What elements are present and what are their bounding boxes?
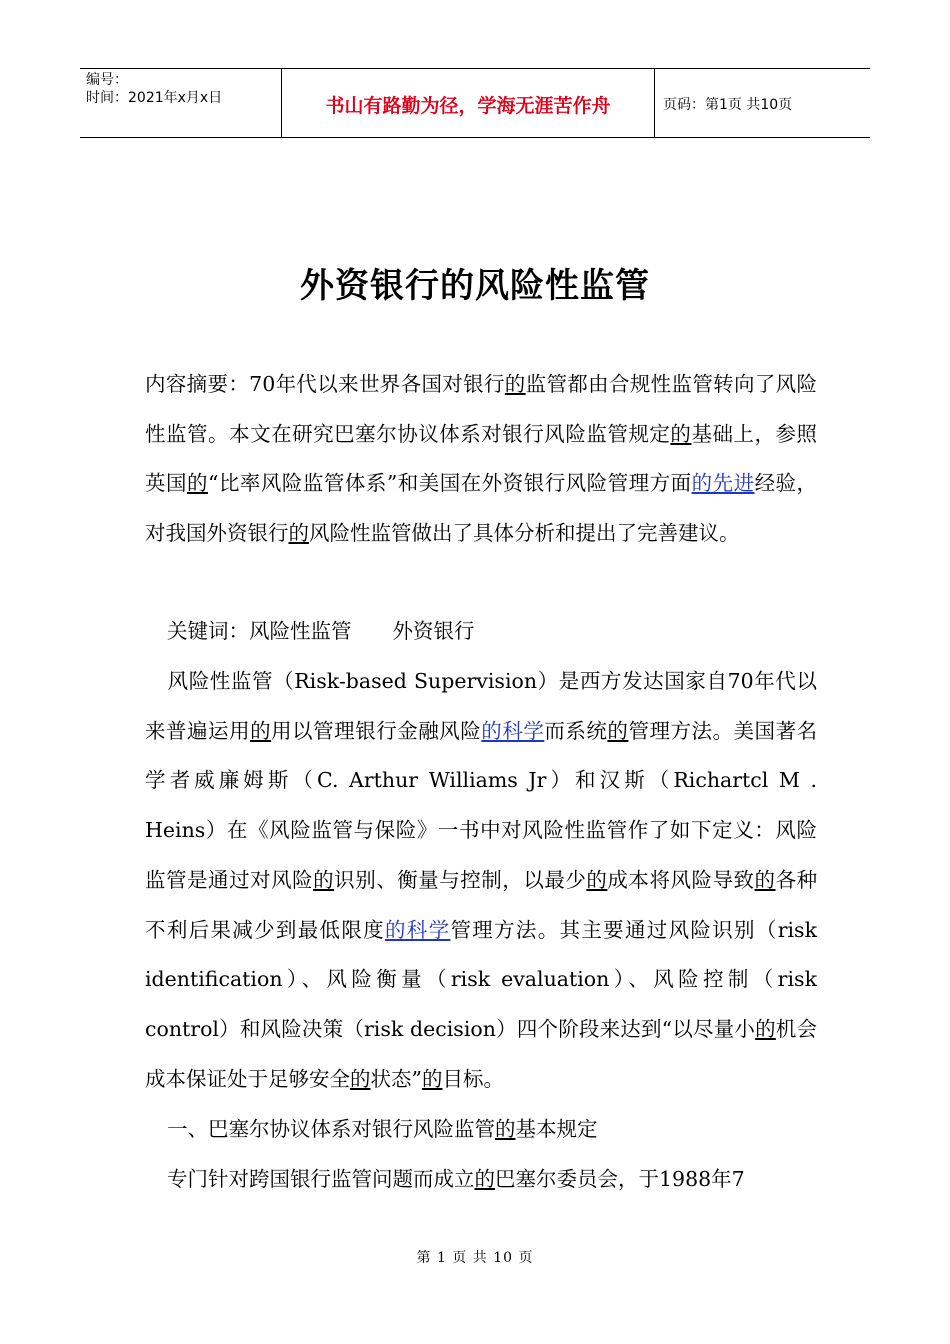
text-run: 经验，对我国外资银行 [145, 471, 818, 546]
text-run: 基础上，参照英国 [145, 421, 818, 496]
text-run: 监管都由合规性监管转向了风险性监管。本文在研究巴塞尔协议体系对银行风险监管规定 [145, 372, 818, 446]
text-run: 目标。 [442, 1066, 504, 1091]
underlined-text: 的 [670, 421, 692, 446]
header-motto-cell [281, 69, 655, 137]
underlined-text: 的 [186, 471, 208, 496]
hyperlink[interactable]: 的科学 [384, 917, 451, 942]
time-label: 时间：2021年x月x日 [86, 90, 223, 106]
text-run: 管理方法。其主要通过风险识别（risk identification）、风险衡量（risk evaluation）、风险控制（risk control）和风险决策（risk decision）四个阶段来达到“以尽量小 [145, 917, 817, 1041]
header-table [80, 68, 870, 138]
number-label: 编号： [86, 72, 128, 88]
keywords-paragraph [145, 607, 817, 657]
last-paragraph [145, 1155, 817, 1205]
header-meta-cell [80, 69, 281, 137]
text-run: 一、巴塞尔协议体系对银行风险监管 [167, 1117, 495, 1141]
text-run: 用以管理银行金融风险 [271, 718, 482, 743]
body-paragraph [145, 657, 817, 1104]
text-run: 专门针对跨国银行监管问题而成立 [167, 1167, 475, 1191]
underlined-text: 的 [250, 718, 272, 743]
text-run: 机会成本保证处于足够安全 [145, 1016, 818, 1091]
header-page-cell [655, 69, 870, 137]
section-heading [145, 1105, 817, 1155]
hyperlink[interactable]: 的先进 [691, 471, 755, 496]
page-info: 页码：第1页 共10页 [663, 97, 793, 113]
underlined-text: 的 [350, 1066, 371, 1091]
abstract-paragraph [145, 360, 817, 559]
motto-text: 书山有路勤为径，学海无涯苦作舟 [325, 95, 611, 117]
underlined-text: 的 [421, 1066, 443, 1091]
hyperlink[interactable]: 的科学 [481, 718, 545, 743]
text-run: 内容摘要：70年代以来世界各国对银行 [145, 372, 505, 396]
keywords-text: 关键词：风险性监管 外资银行 [167, 619, 475, 643]
underlined-text: 的 [755, 1016, 776, 1041]
underlined-text: 的 [495, 1117, 516, 1141]
text-run: 而系统 [544, 718, 608, 743]
document-title: 外资银行的风险性监管 [300, 266, 650, 306]
text-run: 识别、衡量与控制，以最少 [334, 867, 587, 892]
underlined-text: 的 [607, 718, 629, 743]
text-run: 各种不利后果减少到最低限度 [145, 867, 818, 942]
text-run: 状态” [370, 1066, 422, 1091]
underlined-text: 的 [586, 867, 608, 892]
text-run: “比率风险监管体系”和美国在外资银行风险管理方面 [207, 471, 692, 496]
text-run: 成本将风险导致 [607, 867, 755, 892]
text-run: 基本规定 [515, 1117, 598, 1141]
text-run: 风险性监管（Risk-based Supervision）是西方发达国家自70年代以来普遍运用 [145, 669, 817, 743]
underlined-text: 的 [288, 521, 309, 546]
underlined-text: 的 [754, 867, 776, 892]
text-run: 风险性监管做出了具体分析和提出了完善建议。 [309, 521, 740, 546]
page-footer: 第 1 页 共 10 页 [416, 1250, 534, 1266]
underlined-text: 的 [504, 372, 526, 396]
text-run: 管理方法。美国著名学者威廉姆斯（C. Arthur Williams Jr）和汉斯（Richartcl M . Heins）在《风险监管与保险》一书中对风险性监管作了如下定义：风险监管是通过对风险 [145, 718, 818, 892]
underlined-text: 的 [313, 867, 335, 892]
underlined-text: 的 [474, 1167, 495, 1191]
text-run: 巴塞尔委员会，于1988年7 [495, 1167, 745, 1191]
